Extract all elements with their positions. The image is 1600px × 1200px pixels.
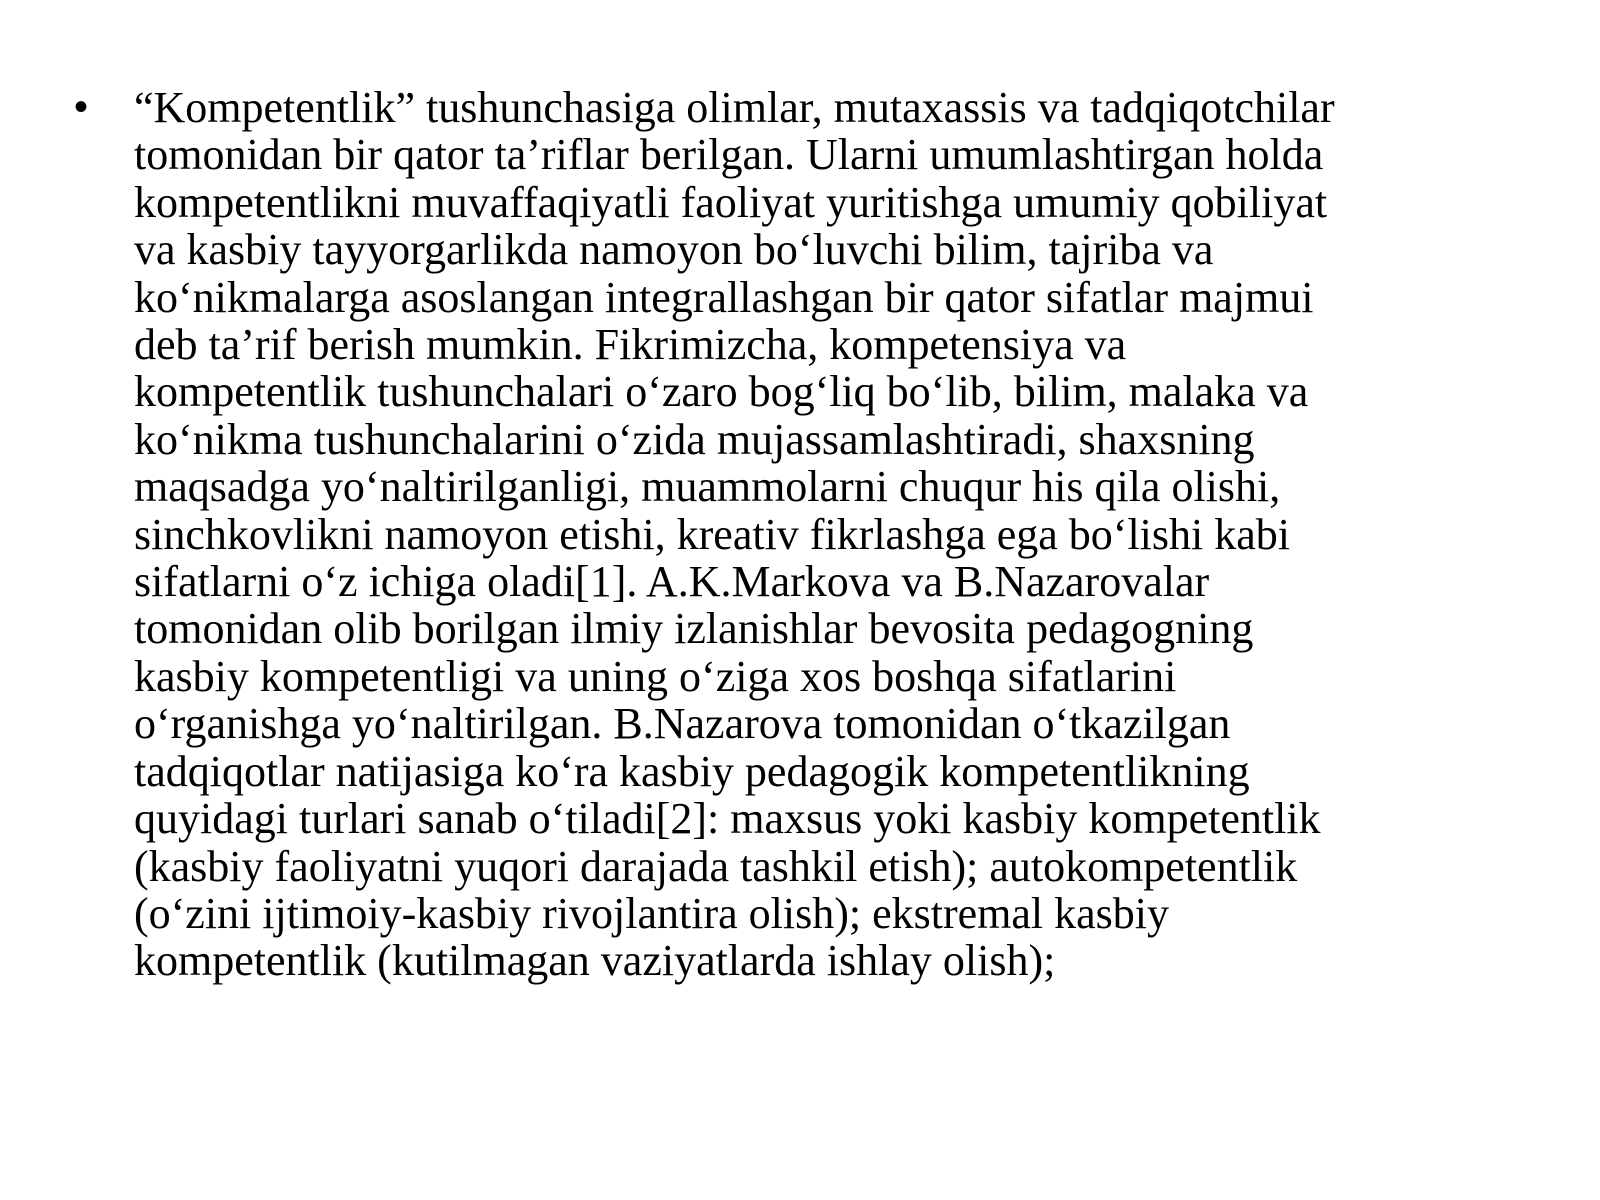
bullet-marker: • xyxy=(74,85,89,129)
bullet-item xyxy=(68,84,1508,985)
bullet-list xyxy=(68,84,1508,985)
bullet-text: “Kompetentlik” tushunchasiga olimlar, mutaxassis va tadqiqotchilar tomonidan bir qator ta’riflar berilgan. Ularni umumlashtirgan holda kompetentlikni muvaffaqiyatli faoliyat yuritishga umumiy qobiliyat va kasbiy tayyorgarlikda namoyon bo‘luvchi bilim, tajriba va ko‘nikmalarga asoslangan integrallashgan bir qator sifatlar majmui deb ta’rif berish mumkin. Fikrimizcha, kompetensiya va kompetentlik tushunchalari o‘zaro bog‘liq bo‘lib, bilim, malaka va ko‘nikma tushunchalarini o‘zida mujassamlashtiradi, shaxsning maqsadga yo‘naltirilganligi, muammolarni chuqur his qila olishi, sinchkovlikni namoyon etishi, kreativ fikrlashga ega bo‘lishi kabi sifatlarni o‘z ichiga oladi[1]. A.K.Markova va B.Nazarovalar tomonidan olib borilgan ilmiy izlanishlar bevosita pedagogning kasbiy kompetentligi va uning o‘ziga xos boshqa sifatlarini o‘rganishga yo‘naltirilgan. B.Nazarova tomonidan o‘tkazilgan tadqiqotlar natijasiga ko‘ra kasbiy pedagogik kompetentlikning quyidagi turlari sanab o‘tiladi[2]: maxsus yoki kasbiy kompetentlik (kasbiy faoliyatni yuqori darajada tashkil etish); autokompetentlik (o‘zini ijtimoiy-kasbiy rivojlantira olish); ekstremal kasbiy kompetentlik (kutilmagan vaziyatlarda ishlay olish); xyxy=(134,83,1335,986)
